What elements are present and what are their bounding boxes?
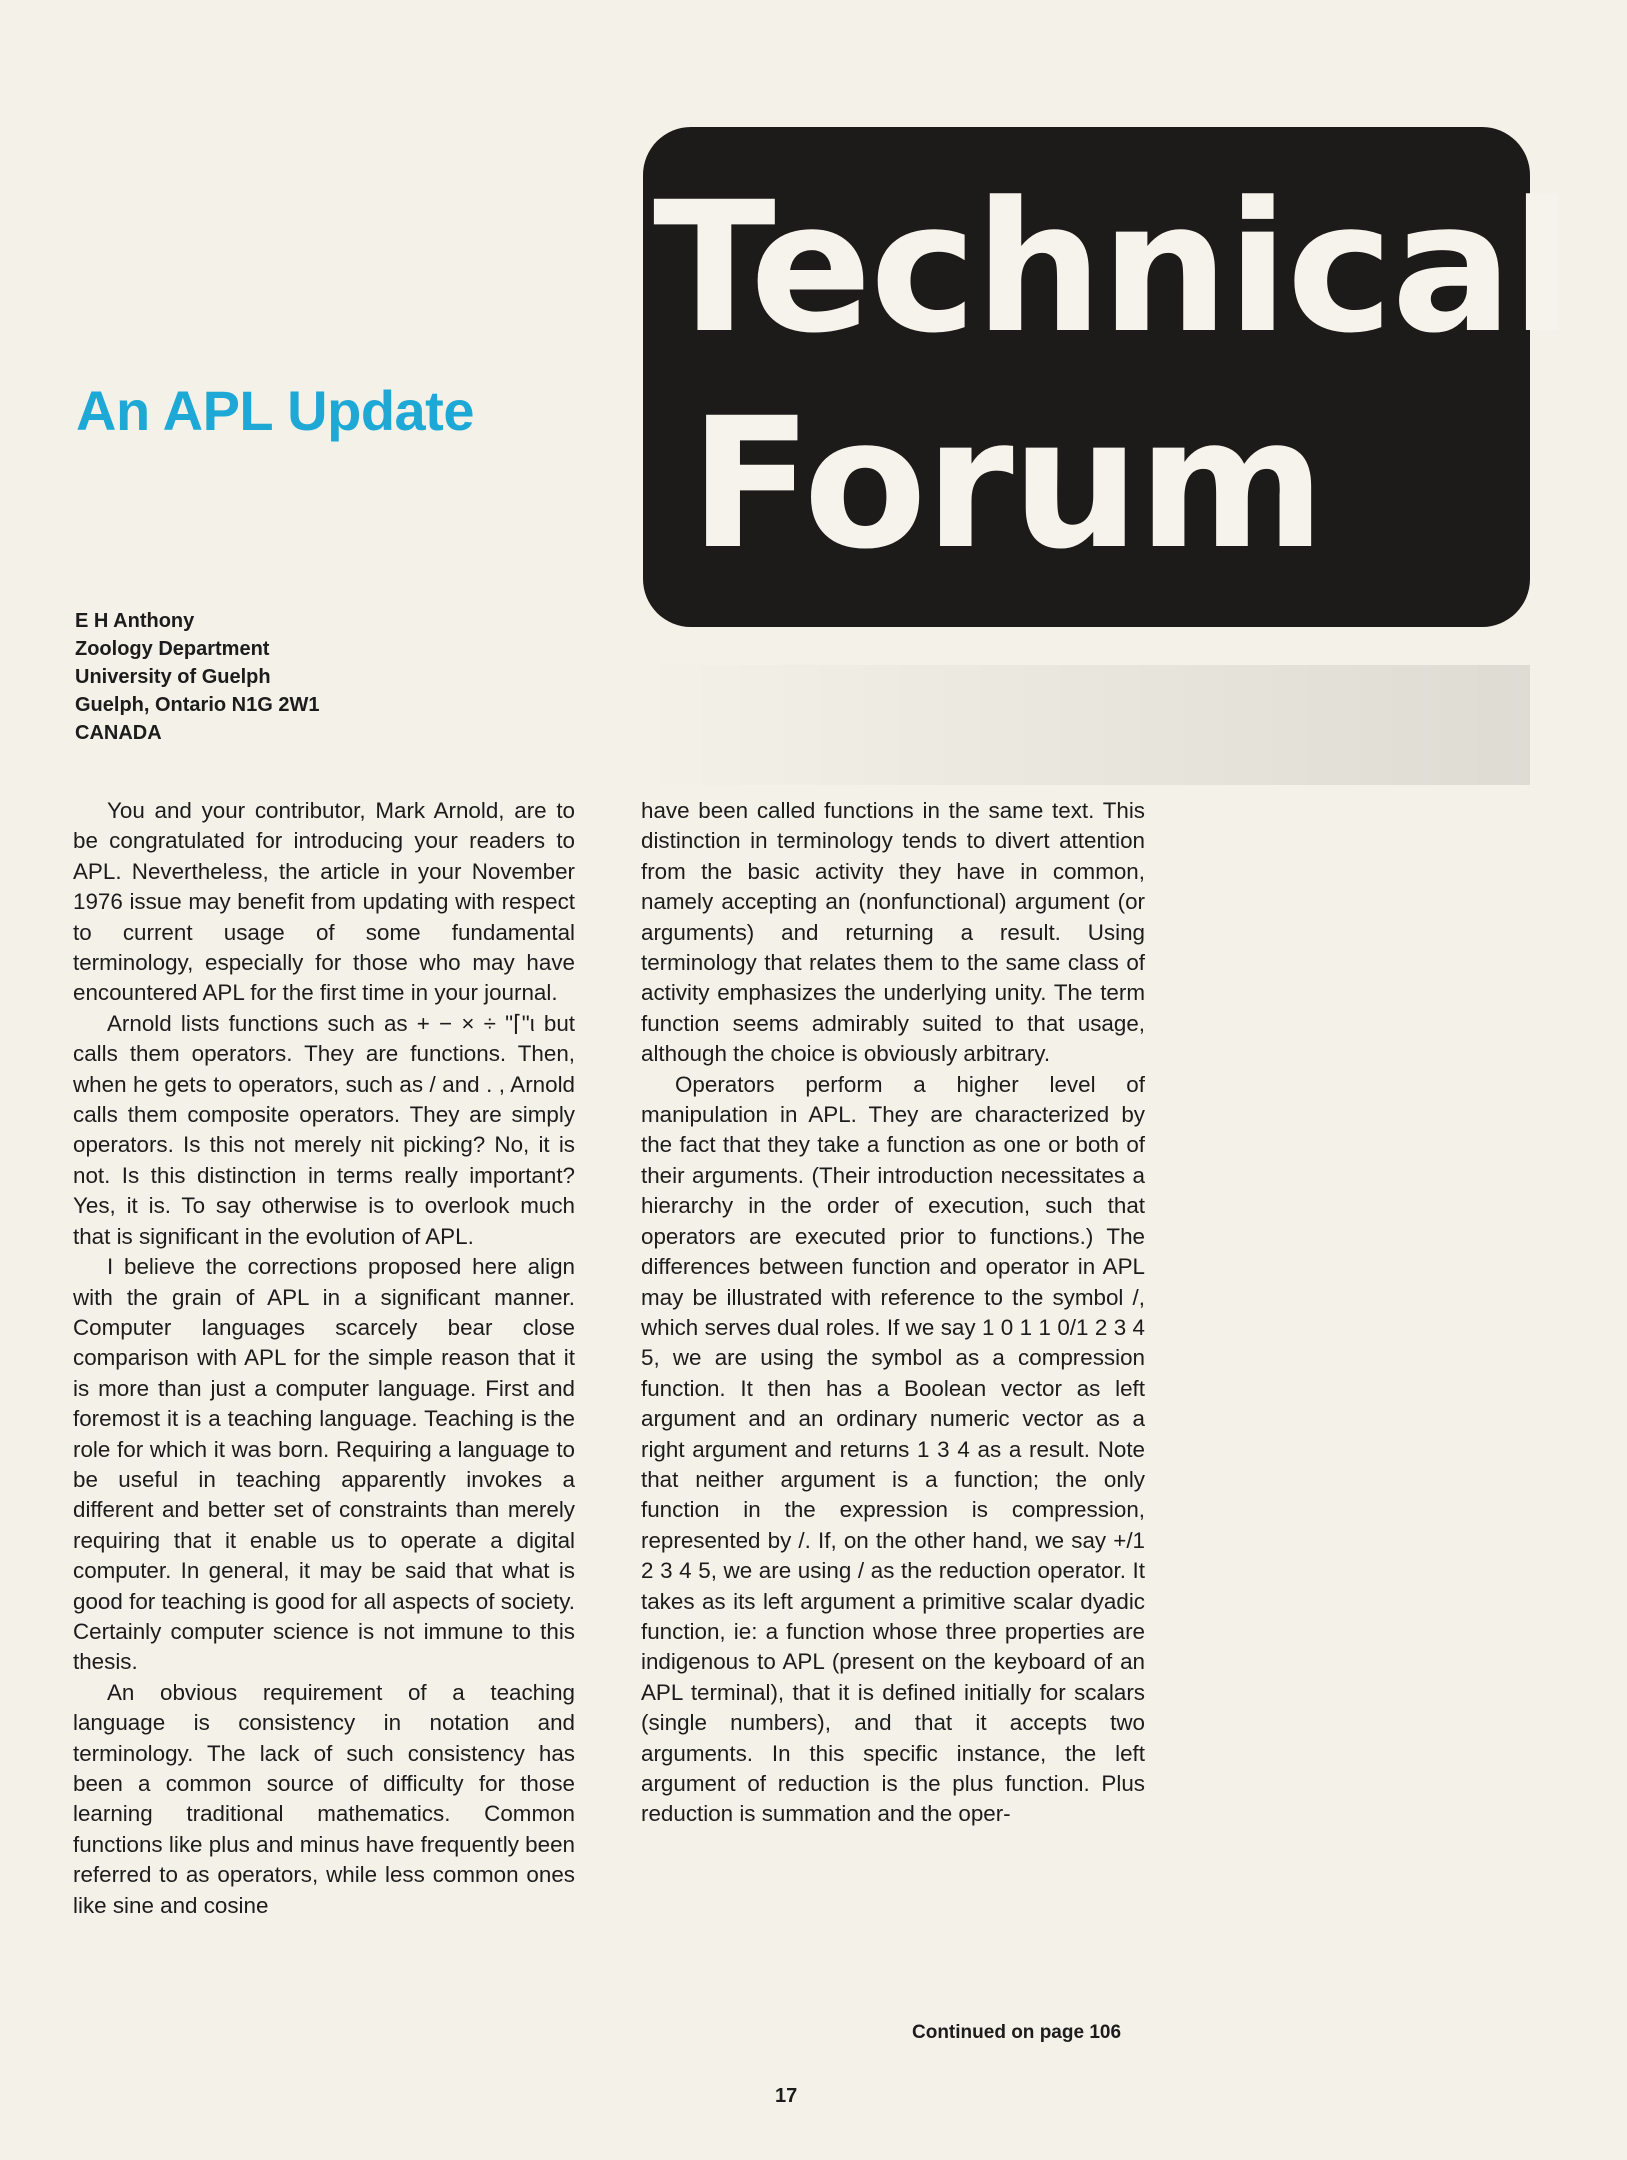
banner-line-forum: Forum xyxy=(689,380,1324,589)
page-number: 17 xyxy=(775,2085,798,2107)
paragraph: You and your contributor, Mark Arnold, are to be congratulated for introducing your readers to APL. Nevertheless, the article in your November 1976 issue may benefit from updating with respect to current usage of some fundamental terminology, especially for those who may have encountered APL for the first time in your journal. xyxy=(73,798,575,1006)
paragraph: Operators perform a higher level of manipulation in APL. They are characterized by the fact that they take a function as one or both of their arguments. (Their introduction necessitates a hierarchy in the order of execution, such that operators are executed prior to functions.) The differences between function and operator in APL may be illustrated with reference to the symbol /, which serves dual roles. If we say 1 0 1 1 0/1 2 3 4 5, we are using the symbol as a compression function. It then has a Boolean vector as left argument and an ordinary numeric vector as a right argument and returns 1 3 4 as a result. Note that neither argument is a function; the only function in the expression is compression, represented by /. If, on the other hand, we say +/1 2 3 4 5, we are using / as the reduction operator. It takes as its left argument a primitive scalar dyadic function, ie: a function whose three properties are indigenous to APL (present on the keyboard of an APL terminal), that it is defined initially for scalars (single numbers), and that it accepts two arguments. In this specific instance, the left argument of reduction is the plus function. Plus reduction is summation and the oper- xyxy=(641,1071,1145,1827)
left-column xyxy=(73,796,575,1921)
author-city: Guelph, Ontario N1G 2W1 xyxy=(75,694,320,716)
paragraph: have been called functions in the same text. This distinction in terminology tends to divert attention from the basic activity they have in common, namely accepting an (nonfunctional) argument (or arguments) and returning a result. Using terminology that relates them to the same class of activity emphasizes the underlying unity. The term function seems admirably suited to that usage, although the choice is obviously arbitrary. xyxy=(641,798,1145,1067)
author-university: University of Guelph xyxy=(75,666,271,688)
article-title: An APL Update xyxy=(76,379,474,442)
paragraph: I believe the corrections proposed here align with the grain of APL in a significant manner. Computer languages scarcely bear close comparison with APL for the simple reason that it is more than just a computer language. First and foremost it is a teaching language. Teaching is the role for which it was born. Requiring a language to be useful in teaching apparently invokes a different and better set of constraints than merely requiring that it enable us to operate a digital computer. In general, it may be said that what is good for teaching is good for all aspects of society. Certainly computer science is not immune to this thesis. xyxy=(73,1254,575,1675)
paragraph: Arnold lists functions such as + − × ÷ "⌈"ι but calls them operators. They are functions. Then, when he gets to operators, such as / and . , Arnold calls them composite operators. They are simply operators. Is this not merely nit picking? No, it is not. Is this distinction in terms really important? Yes, it is. To say otherwise is to overlook much that is significant in the evolution of APL. xyxy=(73,1010,575,1249)
continued-note: Continued on page 106 xyxy=(912,2022,1122,2043)
technical-forum-banner xyxy=(643,127,1571,627)
author-name: E H Anthony xyxy=(75,610,195,632)
author-block xyxy=(75,607,319,747)
show-through-shadow xyxy=(640,665,1530,785)
paragraph: An obvious requirement of a teaching language is consistency in notation and terminology. The lack of such consistency has been a common source of difficulty for those learning traditional mathematics. Common functions like plus and minus have frequently been referred to as operators, while less common ones like sine and cosine xyxy=(73,1679,575,1918)
right-column xyxy=(641,796,1145,1830)
author-department: Zoology Department xyxy=(75,638,270,660)
author-country: CANADA xyxy=(75,722,162,744)
banner-line-technical: Technical xyxy=(653,164,1571,373)
